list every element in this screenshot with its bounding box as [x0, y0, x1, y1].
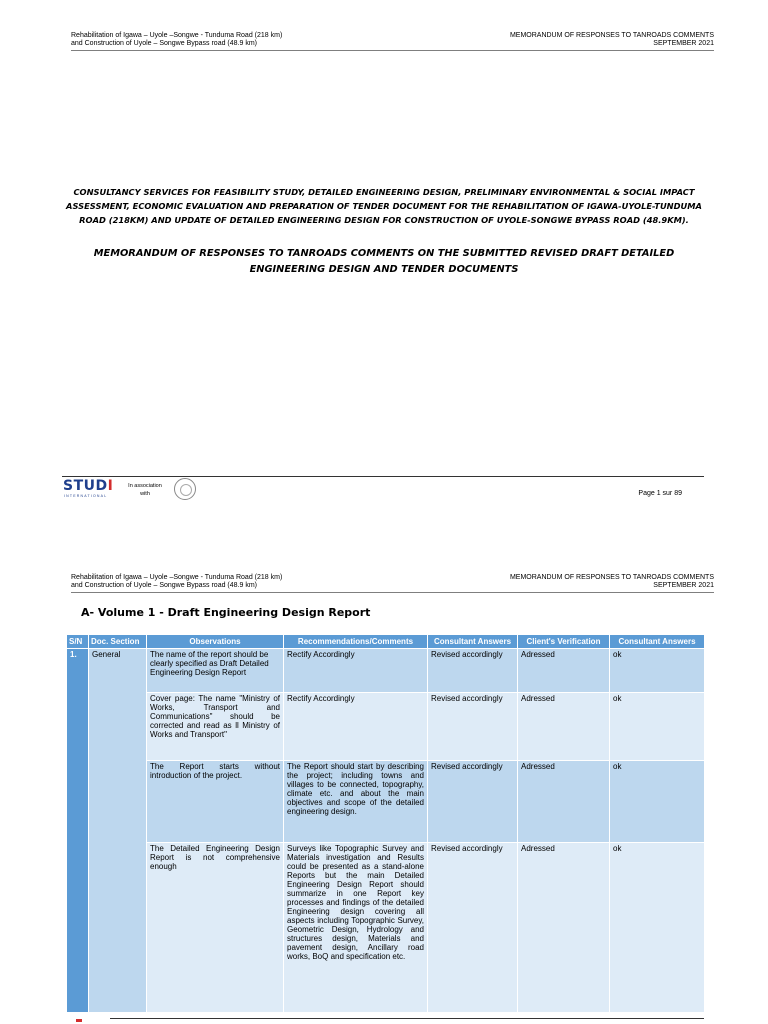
- cell-consultant-answer-2: ok: [610, 842, 705, 1012]
- col-header-consultant-answers-2: Consultant Answers: [610, 635, 705, 649]
- header-rule: [71, 50, 714, 51]
- observations-table: [66, 634, 705, 1013]
- studi-logo: [63, 478, 113, 494]
- cell-client-verification: Adressed: [518, 649, 610, 693]
- memo-title: MEMORANDUM OF RESPONSES TO TANROADS COMMENTS ON THE SUBMITTED REVISED DRAFT DETAILED ENGINEERING DESIGN AND TENDER DOCUMENTS: [93, 248, 675, 275]
- table-row: [67, 761, 705, 843]
- footer-rule-p2: [110, 1018, 704, 1019]
- cell-observation: The name of the report should be clearly specified as Draft Detailed Engineering Design Report: [147, 649, 284, 693]
- cell-consultant-answer-2: ok: [610, 649, 705, 693]
- header-left-line1: Rehabilitation of Igawa – Uyole –Songwe - Tunduma Road (218 km): [71, 32, 283, 39]
- cell-recommendation: The Report should start by describing the project; including towns and villages to be connected, topography, climate etc. and about the main objectives and scope of the detailed engineering design.: [284, 761, 428, 843]
- footer-rule: [62, 476, 704, 477]
- association-note: [124, 482, 166, 498]
- cell-consultant-answer: Revised accordingly: [428, 692, 518, 761]
- partner-seal-icon: [174, 478, 196, 500]
- header-left-line1: Rehabilitation of Igawa – Uyole –Songwe - Tunduma Road (218 km): [71, 574, 283, 581]
- header-right-line2: SEPTEMBER 2021: [653, 40, 714, 47]
- section-heading: A- Volume 1 - Draft Engineering Design Report: [81, 606, 371, 619]
- row-doc-section: General: [89, 649, 147, 1013]
- cell-consultant-answer: Revised accordingly: [428, 649, 518, 693]
- table-row: [67, 692, 705, 761]
- cell-recommendation: Rectify Accordingly: [284, 692, 428, 761]
- header-left-line2: and Construction of Uyole – Songwe Bypass road (48.9 km): [71, 582, 257, 589]
- page-number: Page 1 sur 89: [638, 490, 682, 497]
- col-header-client-verification: Client's Verification: [518, 635, 610, 649]
- col-header-observations: Observations: [147, 635, 284, 649]
- col-header-doc-section: Doc. Section: [89, 635, 147, 649]
- col-header-sn: S/N: [67, 635, 89, 649]
- cell-consultant-answer: Revised accordingly: [428, 842, 518, 1012]
- col-header-consultant-answers: Consultant Answers: [428, 635, 518, 649]
- project-title: CONSULTANCY SERVICES FOR FEASIBILITY STUDY, DETAILED ENGINEERING DESIGN, PRELIMINARY ENVIRONMENTAL & SOCIAL IMPACT ASSESSMENT, ECONOMIC EVALUATION AND PREPARATION OF TENDER DOCUMENT FOR THE REHABILITATION OF IGAWA-UYOLE-TUNDUMA ROAD (218KM) AND UPDATE OF DETAILED ENGINEERING DESIGN FOR CONSTRUCTION OF UYOLE-SONGWE BYPASS ROAD (48.9KM).: [66, 187, 702, 225]
- table-row: [67, 649, 705, 693]
- cell-observation: The Detailed Engineering Design Report is not comprehensive enough: [147, 842, 284, 1012]
- header-project-name-p2: [71, 574, 282, 590]
- logo-i: I: [107, 478, 114, 494]
- header-right-line1: MEMORANDUM OF RESPONSES TO TANROADS COMMENTS: [509, 574, 714, 581]
- header-document-title: [510, 32, 714, 48]
- cell-recommendation: Surveys like Topographic Survey and Materials investigation and Results could be presented as a stand-alone Reports but the main Detailed Engineering Design Report should summarize in one Report key processes and findings of the detailed Engineering design covering all aspects including Topographic Survey, Geometric Design, Hydrology and structures design, Materials and pavement design, Ancillary road works, BoQ and specification etc.: [284, 842, 428, 1012]
- cell-client-verification: Adressed: [518, 692, 610, 761]
- cell-recommendation: Rectify Accordingly: [284, 649, 428, 693]
- logo-subtitle: INTERNATIONAL: [64, 494, 108, 498]
- cell-observation: Cover page: The name "Ministry of Works, Transport and Communications" should be corrected and read as ll Ministry of Works and Transport": [147, 692, 284, 761]
- header-left-line2: and Construction of Uyole – Songwe Bypass road (48.9 km): [71, 40, 257, 47]
- assoc-line2: with: [140, 491, 150, 497]
- header-right-line1: MEMORANDUM OF RESPONSES TO TANROADS COMMENTS: [509, 32, 714, 39]
- cell-consultant-answer-2: ok: [610, 692, 705, 761]
- col-header-recommendations: Recommendations/Comments: [284, 635, 428, 649]
- row-sn: 1.: [67, 649, 89, 1013]
- assoc-line1: In association: [128, 483, 162, 489]
- table-header-row: [67, 635, 705, 649]
- cell-client-verification: Adressed: [518, 842, 610, 1012]
- header-document-title-p2: [510, 574, 714, 590]
- header-rule-p2: [71, 592, 714, 593]
- cell-consultant-answer-2: ok: [610, 761, 705, 843]
- studi-logo-partial: [64, 1016, 112, 1024]
- cell-observation: The Report starts without introduction of the project.: [147, 761, 284, 843]
- logo-text: STUD: [63, 478, 108, 494]
- header-project-name: [71, 32, 282, 48]
- header-right-line2: SEPTEMBER 2021: [653, 582, 714, 589]
- cell-consultant-answer: Revised accordingly: [428, 761, 518, 843]
- cell-client-verification: Adressed: [518, 761, 610, 843]
- table-row: [67, 842, 705, 1012]
